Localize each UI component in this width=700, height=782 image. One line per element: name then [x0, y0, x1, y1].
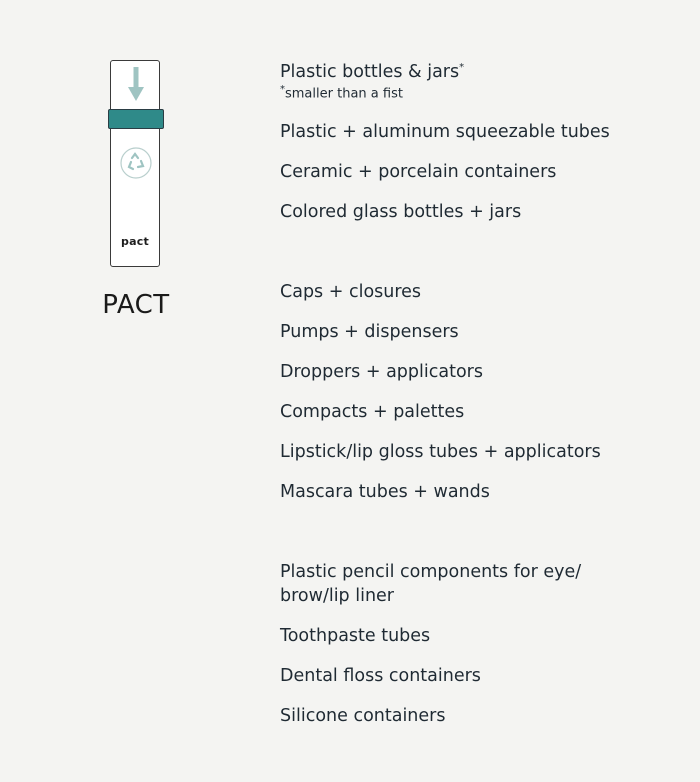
- list-item: Plastic + aluminum squeezable tubes: [280, 122, 610, 142]
- list-item: Toothpaste tubes: [280, 626, 431, 646]
- recycle-icon: [120, 147, 152, 179]
- list-item: Compacts + palettes: [280, 402, 465, 422]
- list-item: Colored glass bottles + jars: [280, 202, 522, 222]
- down-arrow-icon: [128, 67, 144, 101]
- list-item: Ceramic + porcelain containers: [280, 162, 557, 182]
- list-item: Mascara tubes + wands: [280, 482, 490, 502]
- pact-package-illustration: [110, 60, 160, 267]
- brand-title: PACT: [102, 290, 170, 320]
- list-item: Lipstick/lip gloss tubes + applicators: [280, 442, 601, 462]
- package-brand-label: pact: [121, 235, 149, 248]
- list-item: Pumps + dispensers: [280, 322, 459, 342]
- list-item: Caps + closures: [280, 282, 422, 302]
- list-item: Plastic bottles & jars*: [280, 61, 465, 82]
- list-item: Dental floss containers: [280, 666, 481, 686]
- list-item: Plastic pencil components for eye/ brow/lip liner: [280, 562, 582, 606]
- list-item: Silicone containers: [280, 706, 446, 726]
- footnote: *smaller than a fist: [280, 84, 403, 102]
- list-item: Droppers + applicators: [280, 362, 483, 382]
- package-band: [108, 109, 164, 129]
